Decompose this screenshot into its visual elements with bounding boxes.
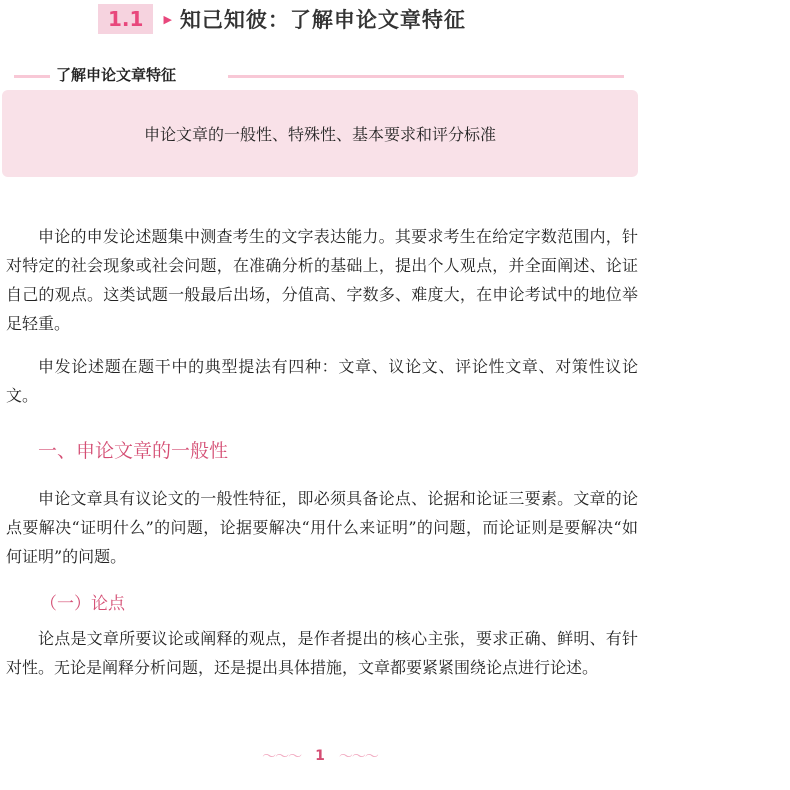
subsection-heading-thesis: （一）论点 xyxy=(40,594,125,614)
chapter-header xyxy=(98,4,466,34)
section-rule-right xyxy=(228,75,624,78)
summary-text: 申论文章的一般性、特殊性、基本要求和评分标准 xyxy=(143,125,496,144)
section-heading-general: 一、申论文章的一般性 xyxy=(38,440,229,462)
section-rule-left xyxy=(14,75,50,78)
page-footer xyxy=(255,746,385,766)
section-label: 了解申论文章特征 xyxy=(56,66,177,84)
wave-decoration-left: 〜〜〜 xyxy=(262,749,302,765)
triangle-right-icon: ▶ xyxy=(163,12,172,26)
general-paragraph: 申论文章具有议论文的一般性特征，即必须具备论点、论据和论证三要素。文章的论点要解决“证明什么”的问题，论据要解决“用什么来证明”的问题，而论证则是要解决“如何证明”的问题。 xyxy=(6,489,638,566)
wave-decoration-right: 〜〜〜 xyxy=(338,749,378,765)
chapter-title: 知己知彼：了解申论文章特征 xyxy=(179,8,466,32)
intro-paragraph-1: 申论的申发论述题集中测查考生的文字表达能力。其要求考生在给定字数范围内，针对特定的社会现象或社会问题，在准确分析的基础上，提出个人观点，并全面阐述、论证自己的观点。这类试题一般最后出场，分值高、字数多、难度大，在申论考试中的地位举足轻重。 xyxy=(6,227,638,333)
thesis-paragraph: 论点是文章所要议论或阐释的观点，是作者提出的核心主张，要求正确、鲜明、有针对性。无论是阐释分析问题，还是提出具体措施，文章都要紧紧围绕论点进行论述。 xyxy=(6,629,638,677)
intro-paragraph-2: 申发论述题在题干中的典型提法有四种：文章、议论文、评论性文章、对策性议论文。 xyxy=(6,357,638,405)
chapter-number: 1.1 xyxy=(98,4,153,34)
page-number: 1 xyxy=(315,748,325,764)
summary-box xyxy=(2,90,638,177)
